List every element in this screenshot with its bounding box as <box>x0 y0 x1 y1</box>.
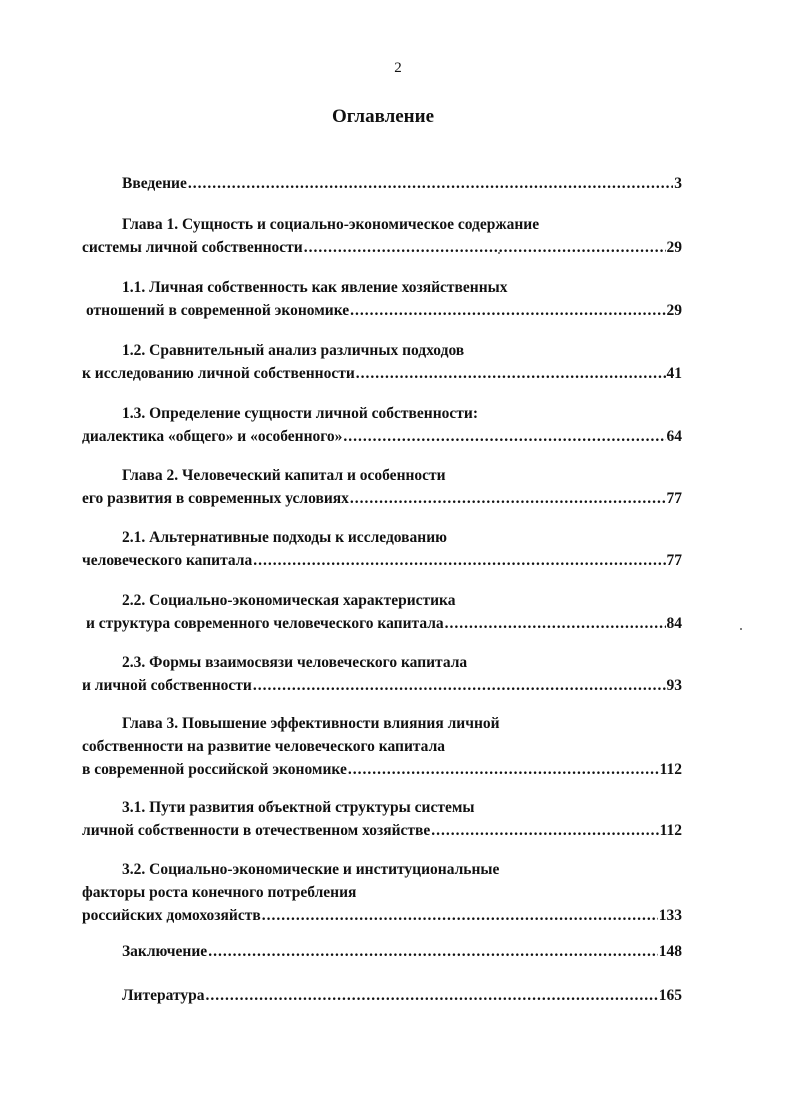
toc-page-number: 133 <box>658 907 682 924</box>
toc-entry-heading: 3.1. Пути развития объектной структуры системы <box>122 799 475 816</box>
toc-entry-label: личной собственности в отечественном хозяйстве <box>82 822 431 839</box>
dot-leader <box>205 984 657 1007</box>
toc-entry-heading: Глава 3. Повышение эффективности влияния личной <box>122 715 500 732</box>
toc-entry-heading-continued: факторы роста конечного потребления <box>82 884 357 901</box>
toc-entry-heading: 1.2. Сравнительный анализ различных подходов <box>122 342 465 359</box>
toc-entry-label: в современной российской экономике <box>82 761 347 778</box>
toc-page-number: 77 <box>666 490 682 507</box>
toc-entry-section-1-1 <box>82 276 682 322</box>
toc-entry-section-2-3 <box>82 651 682 697</box>
toc-page-number: 112 <box>659 761 682 778</box>
toc-entry-introduction <box>82 172 682 195</box>
toc-entry-chapter-3 <box>82 712 682 781</box>
page-title: Оглавление <box>331 106 435 127</box>
toc-page-number: 77 <box>666 552 682 569</box>
toc-entry-label: диалектика «общего» и «особенного» <box>82 428 343 445</box>
toc-page-number: 165 <box>658 987 682 1004</box>
page-number: 2 <box>394 60 402 76</box>
toc-entry-heading: 2.3. Формы взаимосвязи человеческого капитала <box>122 654 468 671</box>
toc-page-number: 41 <box>666 365 682 382</box>
toc-entry-label: его развития в современных условиях <box>82 490 349 507</box>
toc-entry-label: российских домохозяйств <box>82 907 261 924</box>
toc-page-number: 29 <box>666 239 682 256</box>
toc-entry-section-3-1 <box>82 796 682 842</box>
toc-entry-label: человеческого капитала <box>82 552 253 569</box>
toc-page-number: 3 <box>674 175 682 192</box>
toc-entry-label: и структура современного человеческого капитала <box>86 615 444 632</box>
toc-entry-heading: 2.1. Альтернативные подходы к исследованию <box>122 529 447 546</box>
toc-entry-bibliography <box>82 984 682 1007</box>
dot-leader <box>262 904 658 927</box>
toc-entry-section-1-3 <box>82 402 682 448</box>
dot-leader <box>253 674 666 697</box>
toc-entry-label: к исследованию личной собственности <box>82 365 355 382</box>
toc-entry-section-2-1 <box>82 526 682 572</box>
toc-page-number: 148 <box>658 943 682 960</box>
toc-page-number: 112 <box>659 822 682 839</box>
toc-page-number: 64 <box>666 428 682 445</box>
toc-page-number: 93 <box>666 677 682 694</box>
toc-entry-label: системы личной собственности <box>82 239 303 256</box>
dot-leader <box>431 819 658 842</box>
toc-entry-heading: 2.2. Социально-экономическая характеристика <box>122 592 456 609</box>
toc-entry-section-3-2 <box>82 858 682 927</box>
dot-leader <box>445 612 666 635</box>
scan-speck <box>740 628 742 630</box>
toc-page-number: 84 <box>666 615 682 632</box>
toc-entry-chapter-2 <box>82 464 682 510</box>
toc-entry-label: и личной собственности <box>82 677 252 694</box>
toc-entry-label: Введение <box>122 175 187 192</box>
toc-entry-section-1-2 <box>82 339 682 385</box>
toc-entry-heading-continued: собственности на развитие человеческого капитала <box>82 738 446 755</box>
toc-entry-heading: 1.1. Личная собственность как явление хозяйственных <box>122 279 508 296</box>
toc-page-number: 29 <box>666 302 682 319</box>
dot-leader <box>188 172 673 195</box>
dot-leader <box>356 362 666 385</box>
scan-speck <box>498 252 500 254</box>
dot-leader <box>350 299 665 322</box>
dot-leader <box>253 549 665 572</box>
toc-entry-heading: Глава 2. Человеческий капитал и особенности <box>122 467 446 484</box>
toc-entry-section-2-2 <box>82 589 682 635</box>
toc-entry-heading: 3.2. Социально-экономические и институциональные <box>122 861 500 878</box>
toc-entry-label: Литература <box>122 987 205 1004</box>
toc-entry-conclusion <box>82 940 682 963</box>
toc-entry-heading: Глава 1. Сущность и социально-экономическое содержание <box>122 216 540 233</box>
dot-leader <box>348 758 659 781</box>
toc-entry-heading: 1.3. Определение сущности личной собственности: <box>122 405 478 422</box>
toc-entry-label: Заключение <box>122 943 208 960</box>
dot-leader <box>304 236 666 259</box>
dot-leader <box>350 487 666 510</box>
toc-entry-chapter-1 <box>82 213 682 259</box>
dot-leader <box>208 940 658 963</box>
dot-leader <box>343 425 665 448</box>
toc-entry-label: отношений в современной экономике <box>86 302 350 319</box>
